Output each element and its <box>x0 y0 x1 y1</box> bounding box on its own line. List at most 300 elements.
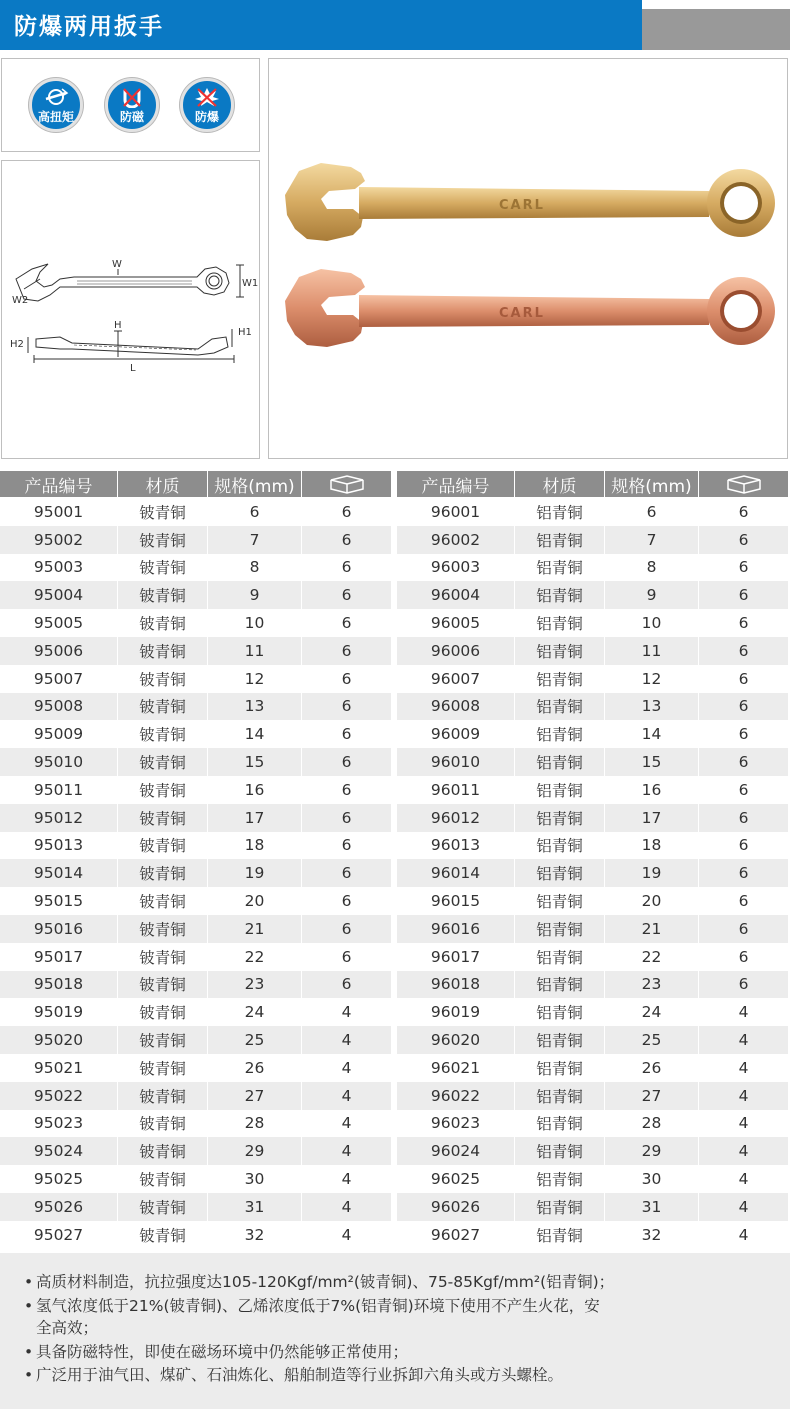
spec-table-aluminum <box>397 470 789 1249</box>
cell-pack-qty: 6 <box>302 859 392 887</box>
table-row <box>397 665 789 693</box>
product-notes <box>0 1253 790 1409</box>
cell-product-code: 96015 <box>397 887 515 915</box>
cell-product-code: 96027 <box>397 1221 515 1249</box>
table-row <box>0 832 392 860</box>
product-photo-panel <box>268 58 788 459</box>
cell-pack-qty: 6 <box>699 637 789 665</box>
cell-pack-qty: 4 <box>302 1137 392 1165</box>
cell-product-code: 96012 <box>397 804 515 832</box>
cell-spec: 30 <box>605 1165 699 1193</box>
cell-pack-qty: 6 <box>699 498 789 526</box>
cell-material: 铍青铜 <box>118 498 208 526</box>
cell-material: 铍青铜 <box>118 1026 208 1054</box>
cell-spec: 15 <box>208 748 302 776</box>
cell-spec: 29 <box>605 1137 699 1165</box>
cell-spec: 32 <box>208 1221 302 1249</box>
cell-product-code: 95019 <box>0 998 118 1026</box>
dimension-diagram <box>2 161 261 460</box>
cell-product-code: 95024 <box>0 1137 118 1165</box>
table-row <box>397 1054 789 1082</box>
header-spec: 规格(mm) <box>605 471 699 497</box>
cell-material: 铝青铜 <box>515 498 605 526</box>
cell-pack-qty: 4 <box>302 998 392 1026</box>
table-row <box>0 498 392 526</box>
cell-material: 铍青铜 <box>118 1193 208 1221</box>
badge-label: 防爆 <box>194 110 219 124</box>
cell-pack-qty: 6 <box>302 526 392 554</box>
feature-badges-panel <box>1 58 260 152</box>
table-row <box>397 998 789 1026</box>
cell-pack-qty: 6 <box>699 804 789 832</box>
table-row <box>397 859 789 887</box>
cell-product-code: 95004 <box>0 581 118 609</box>
table-row <box>397 498 789 526</box>
cell-material: 铝青铜 <box>515 526 605 554</box>
cell-product-code: 96003 <box>397 554 515 582</box>
cell-material: 铍青铜 <box>118 943 208 971</box>
cell-material: 铝青铜 <box>515 832 605 860</box>
cell-pack-qty: 6 <box>699 748 789 776</box>
cell-product-code: 95006 <box>0 637 118 665</box>
table-row <box>0 887 392 915</box>
cell-product-code: 96020 <box>397 1026 515 1054</box>
cell-spec: 12 <box>605 665 699 693</box>
table-row <box>397 887 789 915</box>
cell-spec: 7 <box>605 526 699 554</box>
cell-material: 铝青铜 <box>515 915 605 943</box>
cell-pack-qty: 6 <box>699 693 789 721</box>
cell-spec: 20 <box>208 887 302 915</box>
cell-pack-qty: 6 <box>302 720 392 748</box>
cell-pack-qty: 6 <box>302 498 392 526</box>
cell-spec: 9 <box>605 581 699 609</box>
table-row <box>397 1165 789 1193</box>
cell-material: 铝青铜 <box>515 637 605 665</box>
cell-material: 铝青铜 <box>515 581 605 609</box>
cell-pack-qty: 6 <box>699 832 789 860</box>
cell-product-code: 96019 <box>397 998 515 1026</box>
brand-mark: CARL <box>499 198 545 213</box>
cell-material: 铍青铜 <box>118 804 208 832</box>
cell-pack-qty: 6 <box>699 581 789 609</box>
note-item: • 广泛用于油气田、煤矿、石油炼化、船舶制造等行业拆卸六角头或方头螺栓。 <box>24 1366 564 1384</box>
cell-spec: 12 <box>208 665 302 693</box>
cell-pack-qty: 6 <box>302 943 392 971</box>
cell-pack-qty: 6 <box>302 637 392 665</box>
cell-pack-qty: 6 <box>302 581 392 609</box>
cell-product-code: 95023 <box>0 1110 118 1138</box>
cell-pack-qty: 4 <box>699 1137 789 1165</box>
cell-pack-qty: 6 <box>302 804 392 832</box>
table-row <box>0 526 392 554</box>
cell-product-code: 96001 <box>397 498 515 526</box>
header-spec: 规格(mm) <box>208 471 302 497</box>
cell-pack-qty: 4 <box>699 1165 789 1193</box>
cell-material: 铍青铜 <box>118 1137 208 1165</box>
cell-product-code: 96007 <box>397 665 515 693</box>
cell-pack-qty: 6 <box>699 554 789 582</box>
cell-pack-qty: 4 <box>699 1193 789 1221</box>
cell-material: 铝青铜 <box>515 1221 605 1249</box>
torque-icon <box>32 86 80 108</box>
cell-material: 铝青铜 <box>515 1193 605 1221</box>
cell-spec: 19 <box>605 859 699 887</box>
cell-pack-qty: 6 <box>302 665 392 693</box>
cell-material: 铝青铜 <box>515 1165 605 1193</box>
table-row <box>397 971 789 999</box>
cell-spec: 10 <box>605 609 699 637</box>
cell-product-code: 96002 <box>397 526 515 554</box>
cell-pack-qty: 6 <box>302 971 392 999</box>
cell-material: 铍青铜 <box>118 665 208 693</box>
cell-spec: 22 <box>208 943 302 971</box>
cell-product-code: 96008 <box>397 693 515 721</box>
badge-high-torque <box>29 78 83 132</box>
table-row <box>0 943 392 971</box>
cell-product-code: 95001 <box>0 498 118 526</box>
table-header-row <box>0 470 392 498</box>
cell-pack-qty: 4 <box>302 1082 392 1110</box>
cell-pack-qty: 6 <box>302 915 392 943</box>
badge-label: 防磁 <box>119 110 144 124</box>
cell-product-code: 95010 <box>0 748 118 776</box>
cell-pack-qty: 4 <box>302 1026 392 1054</box>
cell-spec: 30 <box>208 1165 302 1193</box>
cell-spec: 9 <box>208 581 302 609</box>
cell-spec: 29 <box>208 1137 302 1165</box>
cell-spec: 24 <box>208 998 302 1026</box>
cell-product-code: 96025 <box>397 1165 515 1193</box>
cell-product-code: 95016 <box>0 915 118 943</box>
cell-spec: 13 <box>208 693 302 721</box>
cell-pack-qty: 4 <box>699 998 789 1026</box>
cell-product-code: 95017 <box>0 943 118 971</box>
table-row <box>0 554 392 582</box>
cell-product-code: 95011 <box>0 776 118 804</box>
table-row <box>0 1110 392 1138</box>
cell-material: 铝青铜 <box>515 748 605 776</box>
cell-product-code: 96004 <box>397 581 515 609</box>
cell-pack-qty: 6 <box>699 859 789 887</box>
cell-material: 铍青铜 <box>118 776 208 804</box>
cell-product-code: 95020 <box>0 1026 118 1054</box>
cell-material: 铍青铜 <box>118 581 208 609</box>
cell-pack-qty: 6 <box>699 665 789 693</box>
label-h2: H2 <box>10 339 24 350</box>
cell-spec: 14 <box>208 720 302 748</box>
table-row <box>0 859 392 887</box>
table-row <box>397 720 789 748</box>
cell-material: 铝青铜 <box>515 804 605 832</box>
cell-spec: 27 <box>208 1082 302 1110</box>
cell-material: 铍青铜 <box>118 609 208 637</box>
cell-material: 铍青铜 <box>118 637 208 665</box>
cell-product-code: 96026 <box>397 1193 515 1221</box>
label-w: W <box>112 259 122 270</box>
note-item: • 具备防磁特性，即使在磁场环境中仍然能够正常使用； <box>24 1343 409 1361</box>
cell-material: 铝青铜 <box>515 776 605 804</box>
cell-material: 铍青铜 <box>118 1082 208 1110</box>
cell-pack-qty: 4 <box>699 1082 789 1110</box>
header-product-code: 产品编号 <box>0 471 118 497</box>
cell-pack-qty: 6 <box>302 609 392 637</box>
cell-product-code: 96021 <box>397 1054 515 1082</box>
table-row <box>0 1193 392 1221</box>
cell-material: 铝青铜 <box>515 1110 605 1138</box>
table-row <box>397 832 789 860</box>
cell-spec: 18 <box>605 832 699 860</box>
note-item: • 氢气浓度低于21%(铍青铜)、乙烯浓度低于7%(铝青铜)环境下使用不产生火花，安 <box>24 1297 600 1315</box>
table-row <box>0 609 392 637</box>
cell-pack-qty: 6 <box>302 887 392 915</box>
cell-spec: 13 <box>605 693 699 721</box>
note-item-continued: 全高效； <box>36 1319 99 1337</box>
label-w2: W2 <box>12 295 29 306</box>
note-item: • 高质材料制造，抗拉强度达105-120Kgf/mm²(铍青铜)、75-85Kgf/mm²(铝青铜)； <box>24 1273 615 1291</box>
cell-pack-qty: 6 <box>302 748 392 776</box>
cell-spec: 14 <box>605 720 699 748</box>
cell-material: 铝青铜 <box>515 665 605 693</box>
header-gray-bar <box>642 9 790 50</box>
cell-product-code: 95022 <box>0 1082 118 1110</box>
cell-product-code: 96013 <box>397 832 515 860</box>
label-w1: W1 <box>242 278 259 289</box>
cell-material: 铝青铜 <box>515 1082 605 1110</box>
cell-spec: 31 <box>208 1193 302 1221</box>
table-row <box>0 971 392 999</box>
table-row <box>0 665 392 693</box>
cell-pack-qty: 6 <box>699 971 789 999</box>
cell-spec: 25 <box>208 1026 302 1054</box>
cell-product-code: 95025 <box>0 1165 118 1193</box>
table-row <box>397 943 789 971</box>
aluminum-bronze-wrench <box>285 269 775 347</box>
table-row <box>397 637 789 665</box>
table-row <box>0 748 392 776</box>
table-row <box>397 1110 789 1138</box>
cell-pack-qty: 4 <box>699 1054 789 1082</box>
cell-pack-qty: 4 <box>699 1026 789 1054</box>
cell-product-code: 95002 <box>0 526 118 554</box>
no-explosion-icon <box>183 86 231 108</box>
table-row <box>0 637 392 665</box>
cell-spec: 22 <box>605 943 699 971</box>
cell-spec: 26 <box>605 1054 699 1082</box>
cell-product-code: 96017 <box>397 943 515 971</box>
cell-product-code: 96009 <box>397 720 515 748</box>
table-row <box>0 776 392 804</box>
cell-product-code: 95003 <box>0 554 118 582</box>
cell-product-code: 96022 <box>397 1082 515 1110</box>
cell-product-code: 96010 <box>397 748 515 776</box>
table-row <box>0 581 392 609</box>
table-row <box>397 1193 789 1221</box>
cell-pack-qty: 6 <box>699 943 789 971</box>
cell-material: 铍青铜 <box>118 1054 208 1082</box>
cell-material: 铝青铜 <box>515 887 605 915</box>
cell-product-code: 95009 <box>0 720 118 748</box>
cell-spec: 16 <box>605 776 699 804</box>
table-row <box>397 554 789 582</box>
label-l: L <box>130 363 136 374</box>
table-row <box>397 609 789 637</box>
cell-pack-qty: 4 <box>302 1193 392 1221</box>
table-row <box>397 1082 789 1110</box>
box-icon <box>724 474 764 494</box>
cell-pack-qty: 6 <box>302 776 392 804</box>
cell-spec: 7 <box>208 526 302 554</box>
cell-pack-qty: 6 <box>699 526 789 554</box>
page-header <box>0 0 790 50</box>
cell-material: 铝青铜 <box>515 859 605 887</box>
cell-spec: 25 <box>605 1026 699 1054</box>
spec-table-beryllium <box>0 470 392 1249</box>
table-row <box>397 748 789 776</box>
cell-spec: 18 <box>208 832 302 860</box>
table-row <box>0 1054 392 1082</box>
cell-material: 铍青铜 <box>118 915 208 943</box>
header-product-code: 产品编号 <box>397 471 515 497</box>
cell-spec: 27 <box>605 1082 699 1110</box>
cell-product-code: 95027 <box>0 1221 118 1249</box>
table-row <box>397 526 789 554</box>
cell-pack-qty: 4 <box>699 1110 789 1138</box>
label-h1: H1 <box>238 327 252 338</box>
cell-spec: 26 <box>208 1054 302 1082</box>
cell-material: 铍青铜 <box>118 526 208 554</box>
table-row <box>0 693 392 721</box>
cell-product-code: 95021 <box>0 1054 118 1082</box>
cell-pack-qty: 6 <box>699 887 789 915</box>
cell-product-code: 96024 <box>397 1137 515 1165</box>
cell-product-code: 96023 <box>397 1110 515 1138</box>
cell-pack-qty: 6 <box>302 832 392 860</box>
table-row <box>397 1137 789 1165</box>
cell-product-code: 95012 <box>0 804 118 832</box>
table-row <box>397 581 789 609</box>
cell-material: 铍青铜 <box>118 832 208 860</box>
table-header-row <box>397 470 789 498</box>
cell-material: 铍青铜 <box>118 554 208 582</box>
table-row <box>0 1221 392 1249</box>
cell-spec: 15 <box>605 748 699 776</box>
table-row <box>0 1165 392 1193</box>
brand-mark: CARL <box>499 306 545 321</box>
cell-product-code: 95018 <box>0 971 118 999</box>
table-row <box>397 776 789 804</box>
cell-material: 铍青铜 <box>118 887 208 915</box>
cell-product-code: 95007 <box>0 665 118 693</box>
table-row <box>397 693 789 721</box>
badge-anti-magnetic <box>105 78 159 132</box>
cell-product-code: 95026 <box>0 1193 118 1221</box>
cell-spec: 11 <box>605 637 699 665</box>
table-row <box>0 1026 392 1054</box>
cell-pack-qty: 6 <box>699 609 789 637</box>
cell-material: 铝青铜 <box>515 720 605 748</box>
table-row <box>397 804 789 832</box>
badge-label: 高扭矩 <box>37 110 74 124</box>
cell-spec: 19 <box>208 859 302 887</box>
cell-material: 铝青铜 <box>515 1026 605 1054</box>
cell-pack-qty: 6 <box>699 720 789 748</box>
cell-pack-qty: 6 <box>302 554 392 582</box>
cell-material: 铝青铜 <box>515 1137 605 1165</box>
header-material: 材质 <box>515 471 605 497</box>
cell-material: 铝青铜 <box>515 971 605 999</box>
table-row <box>0 1137 392 1165</box>
cell-material: 铍青铜 <box>118 1221 208 1249</box>
badge-explosion-proof <box>180 78 234 132</box>
cell-pack-qty: 4 <box>302 1165 392 1193</box>
cell-spec: 6 <box>208 498 302 526</box>
cell-product-code: 96011 <box>397 776 515 804</box>
label-h: H <box>114 320 122 331</box>
cell-spec: 10 <box>208 609 302 637</box>
table-row <box>397 915 789 943</box>
cell-spec: 8 <box>605 554 699 582</box>
cell-material: 铍青铜 <box>118 720 208 748</box>
cell-spec: 6 <box>605 498 699 526</box>
cell-pack-qty: 6 <box>699 776 789 804</box>
cell-material: 铍青铜 <box>118 693 208 721</box>
cell-product-code: 95015 <box>0 887 118 915</box>
cell-product-code: 95014 <box>0 859 118 887</box>
table-row <box>0 1082 392 1110</box>
cell-material: 铝青铜 <box>515 609 605 637</box>
cell-pack-qty: 4 <box>302 1054 392 1082</box>
cell-spec: 32 <box>605 1221 699 1249</box>
cell-material: 铝青铜 <box>515 998 605 1026</box>
table-row <box>397 1221 789 1249</box>
cell-spec: 8 <box>208 554 302 582</box>
cell-spec: 20 <box>605 887 699 915</box>
cell-spec: 17 <box>208 804 302 832</box>
cell-material: 铍青铜 <box>118 971 208 999</box>
beryllium-wrench <box>285 163 775 241</box>
cell-material: 铍青铜 <box>118 1165 208 1193</box>
cell-spec: 21 <box>605 915 699 943</box>
table-row <box>0 915 392 943</box>
cell-material: 铍青铜 <box>118 748 208 776</box>
cell-material: 铍青铜 <box>118 859 208 887</box>
cell-spec: 23 <box>605 971 699 999</box>
table-row <box>0 720 392 748</box>
table-row <box>397 1026 789 1054</box>
cell-spec: 28 <box>208 1110 302 1138</box>
table-row <box>0 998 392 1026</box>
cell-spec: 23 <box>208 971 302 999</box>
box-icon <box>327 474 367 494</box>
page-title: 防爆两用扳手 <box>14 14 164 40</box>
cell-material: 铝青铜 <box>515 693 605 721</box>
cell-spec: 11 <box>208 637 302 665</box>
cell-material: 铍青铜 <box>118 998 208 1026</box>
no-magnet-icon <box>108 86 156 108</box>
cell-product-code: 95008 <box>0 693 118 721</box>
cell-pack-qty: 6 <box>302 693 392 721</box>
cell-spec: 24 <box>605 998 699 1026</box>
cell-material: 铍青铜 <box>118 1110 208 1138</box>
cell-spec: 31 <box>605 1193 699 1221</box>
cell-material: 铝青铜 <box>515 554 605 582</box>
cell-pack-qty: 4 <box>302 1221 392 1249</box>
header-material: 材质 <box>118 471 208 497</box>
cell-spec: 21 <box>208 915 302 943</box>
dimension-diagram-panel <box>1 160 260 459</box>
cell-material: 铝青铜 <box>515 943 605 971</box>
